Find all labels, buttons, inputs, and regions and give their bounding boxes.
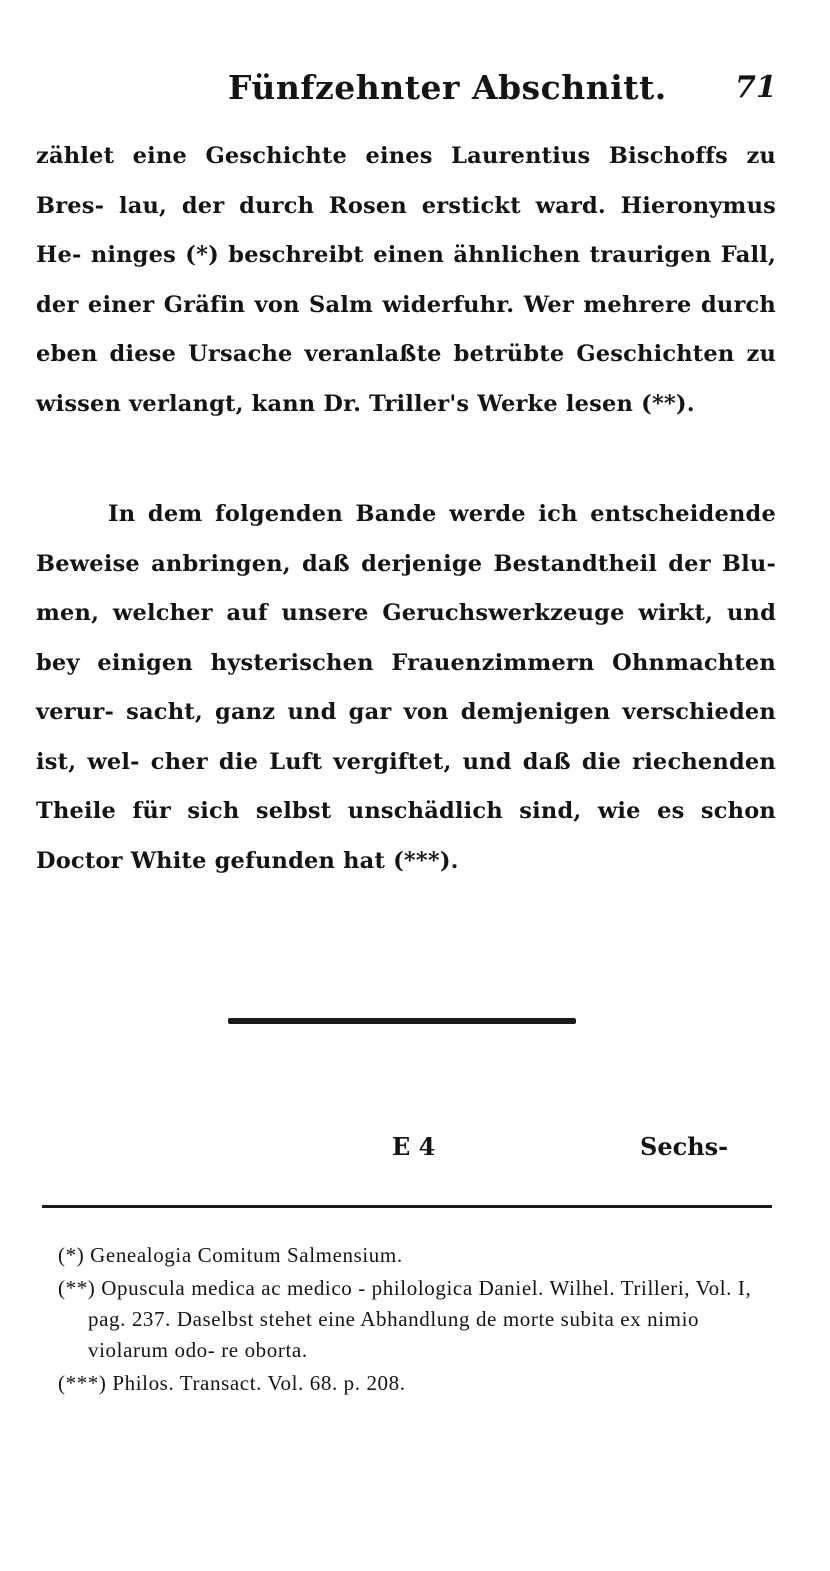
footnote-1: (*) Genealogia Comitum Salmensium. bbox=[58, 1243, 403, 1267]
page-header bbox=[0, 62, 830, 112]
catchword: Sechs- bbox=[640, 1132, 729, 1161]
footnote-divider bbox=[42, 1205, 772, 1208]
page-number: 71 bbox=[735, 70, 777, 105]
body-paragraph-1: zählet eine Geschichte eines Laurentius Bischoffs zu Bres- lau, der durch Rosen erstickt ward. Hieronymus He- ninges (*) beschreibt einen ähnlichen traurigen Fall, der einer Gräfin von Salm widerfuhr. Wer mehrere durch eben diese Ursache veranlaßte betrübte Geschichten zu wissen verlangt, kann Dr. Triller's Werke lesen (**). bbox=[36, 143, 776, 417]
footnote-2: (**) Opuscula medica ac medico - philologica Daniel. Wilhel. Trilleri, Vol. I, pag. 237. Daselbst stehet eine Abhandlung de morte subita ex nimio violarum odo- re oborta. bbox=[58, 1276, 752, 1362]
footnote-3: (***) Philos. Transact. Vol. 68. p. 208. bbox=[58, 1371, 406, 1395]
body-paragraph-2: In dem folgenden Bande werde ich entscheidende Beweise anbringen, daß derjenige Bestandtheil der Blu- men, welcher auf unsere Geruchswerkzeuge wirkt, und bey einigen hysterischen Frauenzimmern Ohnmachten verur- sacht, ganz und gar von demjenigen verschieden ist, wel- cher die Luft vergiftet, und daß die riechenden Theile für sich selbst unschädlich sind, wie es schon Doctor White gefunden hat (***). bbox=[36, 501, 776, 874]
running-head: Fünfzehnter Abschnitt. bbox=[228, 68, 667, 107]
signature-mark: E 4 bbox=[392, 1132, 436, 1161]
section-end-rule bbox=[228, 1018, 576, 1024]
footnotes bbox=[58, 1240, 770, 1401]
